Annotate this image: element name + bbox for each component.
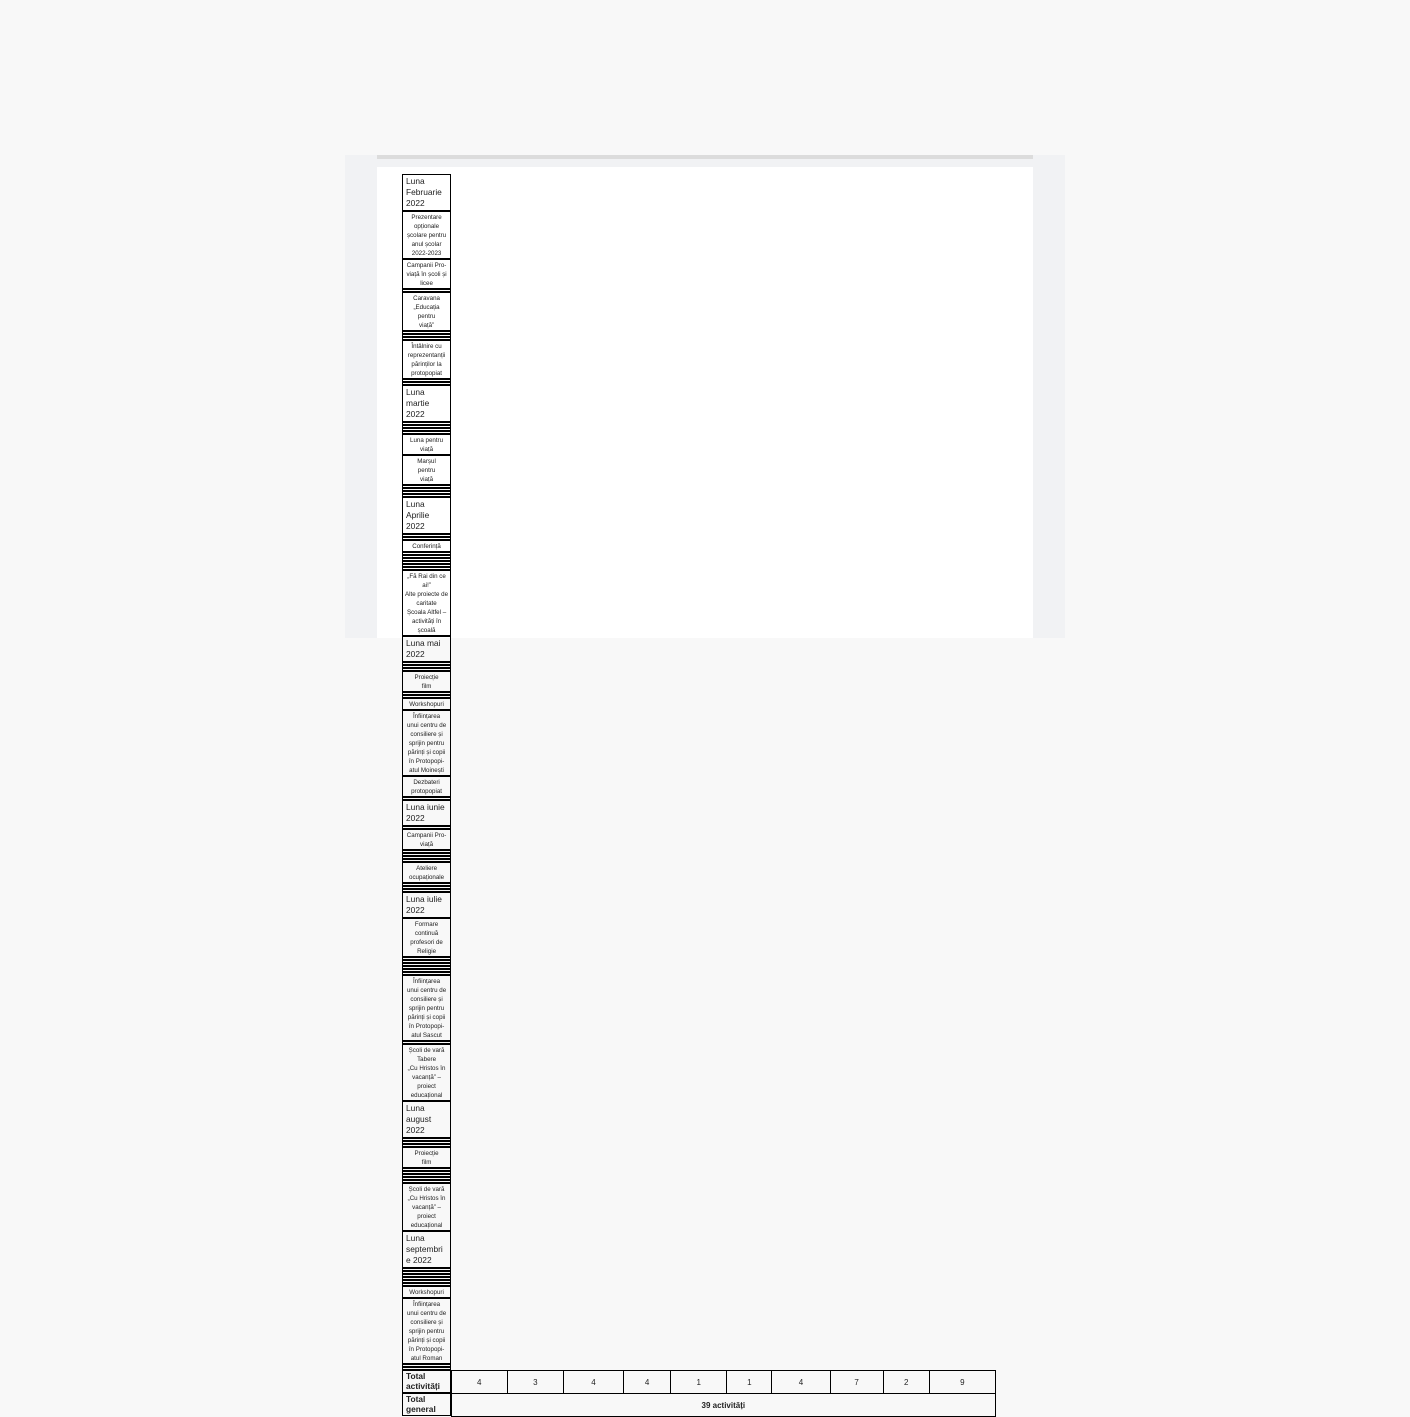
activity-cell: Școli de vară Tabere „Cu Hristos în vacanță” – proiect educațional	[402, 1044, 451, 1101]
activities-table	[402, 174, 996, 1417]
activity-cell: Workshopuri	[402, 698, 451, 710]
previous-page-edge	[377, 155, 1033, 159]
activity-cell: Formare continuă profesori de Religie	[402, 918, 451, 957]
month-row	[402, 1231, 996, 1370]
total-cell: 4	[624, 1370, 671, 1393]
month-label: Luna septembri e 2022	[402, 1231, 451, 1268]
total-cell: 2	[883, 1370, 929, 1393]
month-label: Luna mai 2022	[402, 636, 451, 662]
month-row	[402, 497, 996, 636]
grand-total-value: 39 activități	[451, 1393, 995, 1416]
totals-row	[402, 1370, 996, 1393]
activity-cell: Luna pentru viață	[402, 434, 451, 455]
activity-cell: Dezbateri protopopiat	[402, 776, 451, 797]
month-row	[402, 636, 996, 800]
activity-cell: Campanii Pro- viață în școli și licee	[402, 259, 451, 289]
activity-cell: Proiecție film	[402, 1147, 451, 1168]
month-label: Luna Februarie 2022	[402, 174, 451, 211]
totals-label: Total activități	[402, 1370, 451, 1393]
activity-cell: Înființarea unui centru de consiliere și sprijin pentru părinți și copii în Protopopi- atul Roman	[402, 1298, 451, 1364]
activity-cell: Prezentare opționale școlare pentru anul școlar 2022-2023	[402, 211, 451, 259]
grand-total-row	[402, 1393, 996, 1416]
total-cell: 3	[507, 1370, 563, 1393]
activity-cell: Caravana „Educația pentru viață”	[402, 292, 451, 331]
month-label: Luna martie 2022	[402, 385, 451, 422]
grand-total-label: Total general	[402, 1393, 451, 1416]
activity-cell: Conferință	[402, 540, 451, 552]
activity-cell: Înființarea unui centru de consiliere și sprijin pentru părinți și copii în Protopopi- atul Moinești	[402, 710, 451, 776]
activity-cell: Ateliere ocupaționale	[402, 862, 451, 883]
total-cell: 1	[727, 1370, 772, 1393]
activity-cell: „Fă Rai din ce ai!” Alte proiecte de caritate Școala Altfel – activități în școală	[402, 570, 451, 636]
activity-cell: Proiecție film	[402, 671, 451, 692]
month-row	[402, 174, 996, 385]
activity-cell: Întâlnire cu reprezentanții părinților la protopopiat	[402, 340, 451, 379]
activity-cell: Marșul pentru viață	[402, 455, 451, 485]
activity-cell: Înființarea unui centru de consiliere și sprijin pentru părinți și copii în Protopopi- atul Sascut	[402, 975, 451, 1041]
total-cell: 9	[929, 1370, 995, 1393]
month-row	[402, 892, 996, 1101]
month-label: Luna iulie 2022	[402, 892, 451, 918]
total-cell: 4	[772, 1370, 830, 1393]
month-row	[402, 385, 996, 497]
document-viewer[interactable]	[345, 155, 1065, 1414]
month-label: Luna iunie 2022	[402, 800, 451, 826]
total-cell: 7	[830, 1370, 883, 1393]
month-row	[402, 800, 996, 892]
activity-cell: Școli de vară „Cu Hristos în vacanță” – proiect educațional	[402, 1183, 451, 1231]
month-row	[402, 1101, 996, 1231]
month-label: Luna august 2022	[402, 1101, 451, 1138]
total-cell: 1	[671, 1370, 727, 1393]
activity-cell: Campanii Pro- viață	[402, 829, 451, 850]
document-page	[377, 167, 1033, 1414]
total-cell: 4	[451, 1370, 507, 1393]
total-cell: 4	[563, 1370, 623, 1393]
activity-cell: Workshopuri	[402, 1286, 451, 1298]
month-label: Luna Aprilie 2022	[402, 497, 451, 534]
